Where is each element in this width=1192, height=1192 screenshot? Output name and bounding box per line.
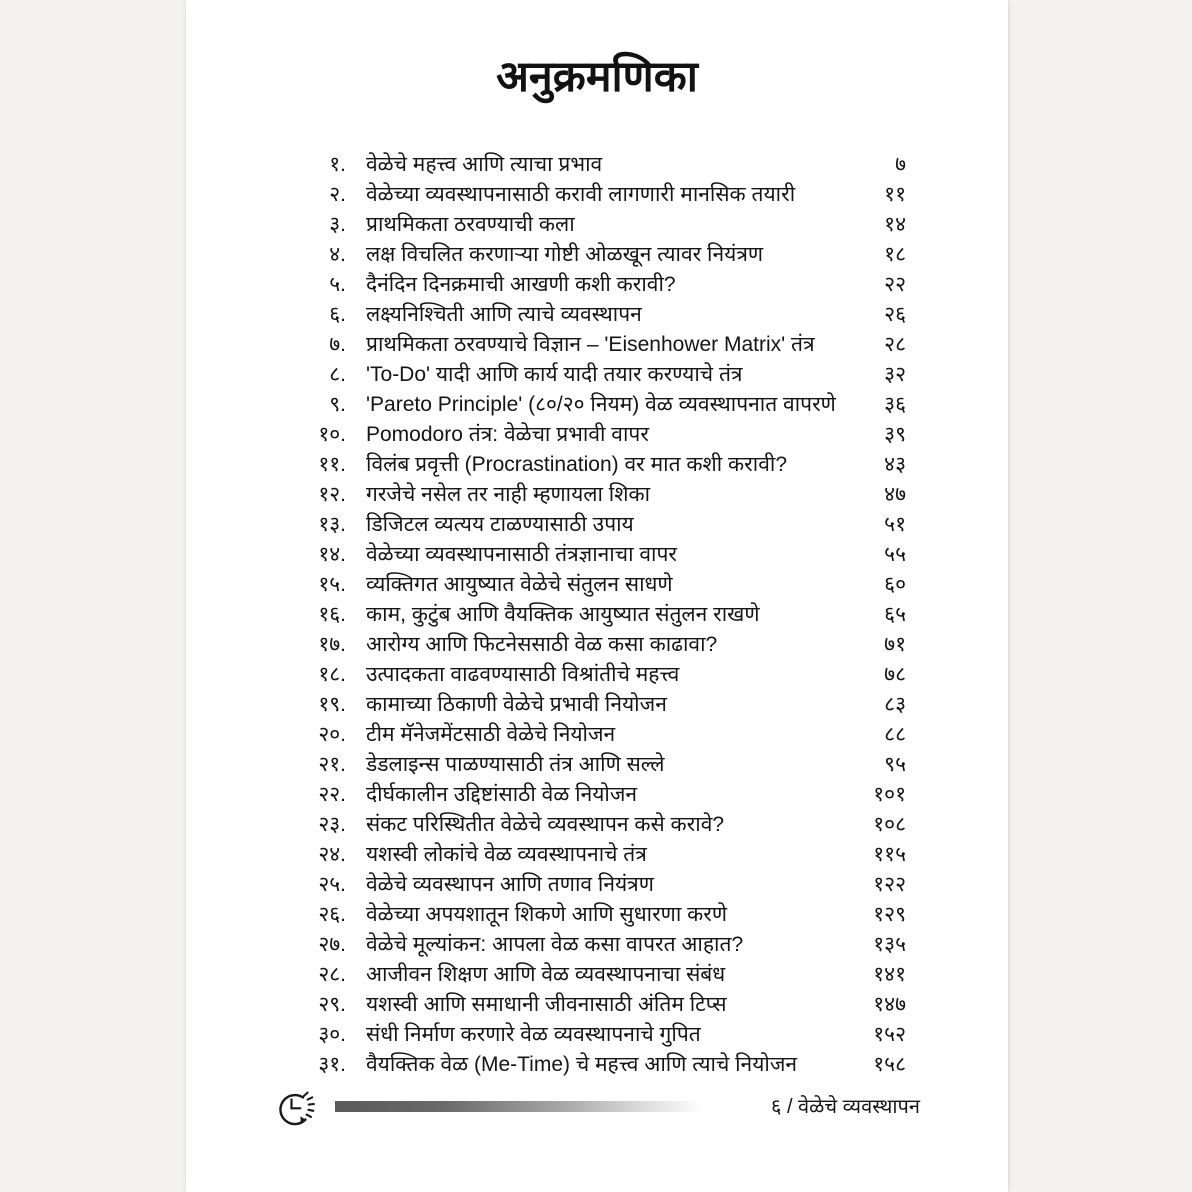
toc-row[interactable] (290, 390, 906, 420)
toc-row[interactable] (290, 660, 906, 690)
toc-row[interactable] (290, 840, 906, 870)
toc-row[interactable] (290, 270, 906, 300)
toc-entry-number: १८. (318, 663, 346, 686)
toc-entry-number: १. (329, 153, 346, 176)
toc-entry-number: १४. (318, 543, 346, 566)
toc-entry-number: २४. (318, 843, 346, 866)
toc-entry-title[interactable]: प्राथमिकता ठरवण्याचे विज्ञान – 'Eisenhower Matrix' तंत्र (366, 333, 815, 356)
toc-entry-title[interactable]: संकट परिस्थितीत वेळेचे व्यवस्थापन कसे करावे? (366, 813, 725, 836)
toc-entry-number: ९. (329, 393, 346, 416)
toc-entry-number: ३. (329, 213, 346, 236)
toc-entry-page-number: १५२ (873, 1023, 906, 1046)
toc-entry-number: २. (329, 183, 346, 206)
toc-row[interactable] (290, 300, 906, 330)
toc-entry-title[interactable]: 'To-Do' यादी आणि कार्य यादी तयार करण्याचे तंत्र (366, 363, 743, 386)
toc-entry-number: ४. (329, 243, 346, 266)
toc-row[interactable] (290, 1020, 906, 1050)
toc-entry-number: १७. (318, 633, 346, 656)
toc-entry-page-number: ६५ (884, 603, 906, 626)
toc-entry-title[interactable]: लक्ष विचलित करणाऱ्या गोष्टी ओळखून त्यावर नियंत्रण (366, 243, 764, 266)
toc-entry-title[interactable]: वेळेचे मूल्यांकन: आपला वेळ कसा वापरत आहात? (366, 933, 744, 956)
toc-entry-page-number: १३५ (873, 933, 906, 956)
toc-entry-title[interactable]: वेळेचे महत्त्व आणि त्याचा प्रभाव (366, 153, 603, 176)
toc-entry-page-number: ९५ (884, 753, 906, 776)
toc-entry-page-number: ६० (884, 573, 906, 596)
toc-entry-title[interactable]: टीम मॅनेजमेंटसाठी वेळेचे नियोजन (366, 723, 616, 746)
toc-entry-page-number: ७ (895, 153, 906, 176)
toc-row[interactable] (290, 720, 906, 750)
toc-entry-page-number: २२ (884, 273, 906, 296)
toc-entry-page-number: १०८ (873, 813, 906, 836)
toc-row[interactable] (290, 330, 906, 360)
toc-entry-number: ६. (329, 303, 346, 326)
toc-row[interactable] (290, 540, 906, 570)
toc-row[interactable] (290, 570, 906, 600)
toc-row[interactable] (290, 420, 906, 450)
toc-entry-number: ११. (318, 453, 346, 476)
toc-row[interactable] (290, 600, 906, 630)
toc-entry-number: २२. (318, 783, 346, 806)
toc-entry-number: १९. (318, 693, 346, 716)
toc-entry-title[interactable]: आरोग्य आणि फिटनेससाठी वेळ कसा काढावा? (366, 633, 718, 656)
toc-entry-page-number: ८८ (884, 723, 906, 746)
toc-entry-page-number: ११ (884, 183, 906, 206)
toc-row[interactable] (290, 780, 906, 810)
toc-entry-title[interactable]: लक्ष्यनिश्चिती आणि त्याचे व्यवस्थापन (366, 303, 642, 326)
toc-entry-page-number: ३६ (884, 393, 906, 416)
toc-entry-page-number: ३९ (884, 423, 906, 446)
toc-entry-page-number: ४३ (884, 453, 906, 476)
toc-entry-title[interactable]: वेळेचे व्यवस्थापन आणि तणाव नियंत्रण (366, 873, 654, 896)
toc-entry-number: ३१. (318, 1053, 346, 1076)
toc-entry-title[interactable]: संधी निर्माण करणारे वेळ व्यवस्थापनाचे गुपित (366, 1023, 701, 1046)
toc-entry-number: १६. (318, 603, 346, 626)
toc-entry-page-number: ८३ (884, 693, 906, 716)
toc-entry-title[interactable]: उत्पादकता वाढवण्यासाठी विश्रांतीचे महत्त्व (366, 663, 680, 686)
toc-entry-title[interactable]: वेळेच्या व्यवस्थापनासाठी करावी लागणारी मानसिक तयारी (366, 183, 796, 206)
toc-entry-number: २६. (318, 903, 346, 926)
toc-entry-number: ८. (329, 363, 346, 386)
toc-row[interactable] (290, 900, 906, 930)
toc-entry-title[interactable]: डिजिटल व्यत्यय टाळण्यासाठी उपाय (366, 513, 634, 536)
toc-entry-page-number: १४१ (873, 963, 906, 986)
toc-row[interactable] (290, 510, 906, 540)
toc-entry-number: १५. (318, 573, 346, 596)
toc-entry-number: २५. (318, 873, 346, 896)
toc-row[interactable] (290, 930, 906, 960)
toc-entry-page-number: १५८ (873, 1053, 906, 1076)
toc-entry-title[interactable]: व्यक्तिगत आयुष्यात वेळेचे संतुलन साधणे (366, 573, 673, 596)
toc-entry-number: ३०. (318, 1023, 346, 1046)
toc-entry-title[interactable]: वेळेच्या अपयशातून शिकणे आणि सुधारणा करणे (366, 903, 728, 926)
toc-entry-number: २०. (318, 723, 346, 746)
toc-entry-number: १३. (318, 513, 346, 536)
toc-entry-number: १२. (318, 483, 346, 506)
toc-entry-page-number: ५१ (884, 513, 906, 536)
toc-entry-number: २१. (318, 753, 346, 776)
toc-entry-number: २८. (318, 963, 346, 986)
toc-entry-page-number: ३२ (884, 363, 906, 386)
toc-entry-page-number: १४७ (873, 993, 906, 1016)
toc-entry-title[interactable]: काम, कुटुंब आणि वैयक्तिक आयुष्यात संतुलन राखणे (366, 603, 760, 626)
toc-entry-title[interactable]: गरजेचे नसेल तर नाही म्हणायला शिका (366, 483, 651, 506)
toc-entry-page-number: ७१ (884, 633, 906, 656)
toc-row[interactable] (290, 810, 906, 840)
toc-row[interactable] (290, 150, 906, 180)
book-page (186, 0, 1008, 1192)
toc-entry-page-number: २६ (884, 303, 906, 326)
toc-row[interactable] (290, 210, 906, 240)
toc-entry-number: १०. (318, 423, 346, 446)
toc-row[interactable] (290, 360, 906, 390)
toc-entry-title[interactable]: प्राथमिकता ठरवण्याची कला (366, 213, 575, 236)
toc-row[interactable] (290, 690, 906, 720)
toc-row[interactable] (290, 750, 906, 780)
toc-entry-title[interactable]: दीर्घकालीन उद्दिष्टांसाठी वेळ नियोजन (366, 783, 638, 806)
page-footer (186, 1088, 1008, 1136)
toc-entry-number: २७. (318, 933, 346, 956)
footer-page-label: ६ / वेळेचे व्यवस्थापन (770, 1096, 920, 1118)
toc-entry-title[interactable]: 'Pareto Principle' (८०/२० नियम) वेळ व्यवस्थापनात वापरणे (366, 393, 836, 416)
toc-entry-page-number: १०१ (873, 783, 906, 806)
toc-entry-title[interactable]: वैयक्तिक वेळ (Me-Time) चे महत्त्व आणि त्याचे नियोजन (366, 1053, 798, 1076)
toc-entry-title[interactable]: यशस्वी आणि समाधानी जीवनासाठी अंतिम टिप्स (366, 993, 727, 1016)
toc-row[interactable] (290, 240, 906, 270)
toc-entry-page-number: १४ (884, 213, 906, 236)
toc-entry-title[interactable]: डेडलाइन्स पाळण्यासाठी तंत्र आणि सल्ले (366, 753, 665, 776)
toc-row[interactable] (290, 630, 906, 660)
toc-entry-number: ७. (329, 333, 346, 356)
toc-entry-number: ५. (329, 273, 346, 296)
toc-entry-page-number: ४७ (884, 483, 906, 506)
table-of-contents (290, 150, 906, 1080)
toc-entry-title[interactable]: यशस्वी लोकांचे वेळ व्यवस्थापनाचे तंत्र (366, 843, 647, 866)
toc-entry-page-number: १२९ (873, 903, 906, 926)
toc-row[interactable] (290, 480, 906, 510)
toc-entry-page-number: ५५ (884, 543, 906, 566)
toc-entry-title[interactable]: आजीवन शिक्षण आणि वेळ व्यवस्थापनाचा संबंध (366, 963, 726, 986)
toc-entry-title[interactable]: कामाच्या ठिकाणी वेळेचे प्रभावी नियोजन (366, 693, 667, 716)
toc-entry-page-number: १८ (884, 243, 906, 266)
toc-entry-number: २९. (318, 993, 346, 1016)
toc-row[interactable] (290, 990, 906, 1020)
toc-row[interactable] (290, 180, 906, 210)
toc-row[interactable] (290, 960, 906, 990)
toc-entry-page-number: ११५ (873, 843, 906, 866)
toc-row[interactable] (290, 1050, 906, 1080)
toc-entry-title[interactable]: Pomodoro तंत्र: वेळेचा प्रभावी वापर (366, 423, 649, 446)
toc-entry-title[interactable]: दैनंदिन दिनक्रमाची आखणी कशी करावी? (366, 273, 676, 296)
toc-entry-number: २३. (318, 813, 346, 836)
toc-entry-page-number: २८ (884, 333, 906, 356)
toc-entry-title[interactable]: वेळेच्या व्यवस्थापनासाठी तंत्रज्ञानाचा वापर (366, 543, 677, 566)
toc-row[interactable] (290, 450, 906, 480)
toc-entry-page-number: ७८ (884, 663, 906, 686)
page-title: अनुक्रमणिका (496, 53, 698, 101)
toc-entry-page-number: १२२ (873, 873, 906, 896)
toc-row[interactable] (290, 870, 906, 900)
toc-entry-title[interactable]: विलंब प्रवृत्ती (Procrastination) वर मात कशी करावी? (366, 453, 788, 476)
